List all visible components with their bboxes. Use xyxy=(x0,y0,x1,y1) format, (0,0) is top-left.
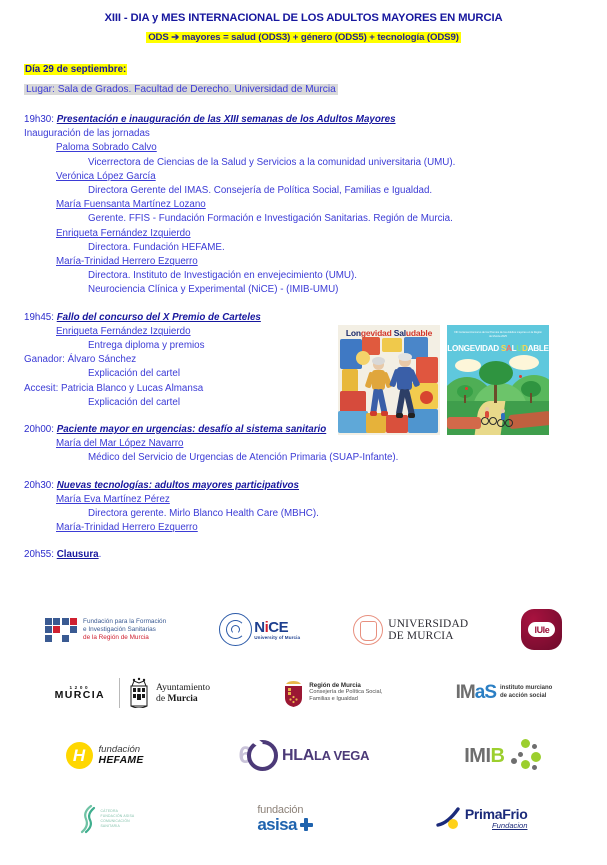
primafrio-text xyxy=(465,807,528,830)
catedra-line3: COMUNICACIÓN xyxy=(100,818,130,823)
molecule-icon xyxy=(507,739,541,773)
hla-ring-icon xyxy=(247,740,278,771)
award-label: Ganador: xyxy=(24,354,65,366)
arrow-icon: ➔ xyxy=(171,32,180,43)
session-title: Nuevas tecnologías: adultos mayores participativos xyxy=(56,479,299,491)
subtitle-prefix: ODS xyxy=(148,32,172,43)
session-time: 20h00: xyxy=(24,424,54,436)
poster-landscape-title: LONGEVIDAD SALUDABLE xyxy=(447,344,549,353)
program-block xyxy=(24,113,597,298)
logo-row-1 xyxy=(0,598,607,661)
poster-collage xyxy=(338,325,440,435)
logo-ffis xyxy=(45,618,167,642)
imas-subtitle xyxy=(500,685,552,700)
award-note: Explicación del cartel xyxy=(88,396,181,408)
person-role: Directora. Instituto de Investigación en envejecimiento (UMU). xyxy=(88,270,357,282)
logo-region-murcia xyxy=(283,679,382,707)
day-row xyxy=(24,59,607,77)
umu-line1: UNIVERSIDAD xyxy=(388,617,469,630)
umu-crest-icon xyxy=(353,615,383,645)
person-role: Vicerrectora de Ciencias de la Salud y Servicios a la comunidad universitaria (UMU). xyxy=(88,156,456,168)
award-winner: Patricia Blanco y Lucas Almansa xyxy=(61,382,204,394)
ayuntamiento-line2: de Murcia xyxy=(156,692,198,704)
ffis-line3: de la Región de Murcia xyxy=(83,633,149,641)
region-murcia-line2: Consejería de Política Social, xyxy=(309,688,383,695)
place-row xyxy=(24,79,607,97)
swoosh-icon xyxy=(436,807,462,831)
poster-collage-title: Longevidad Saludable xyxy=(345,328,433,338)
logo-primafrio xyxy=(436,807,528,831)
person-name: Enriqueta Fernández Izquierdo xyxy=(56,227,191,239)
logo-nice xyxy=(219,613,300,646)
spacer xyxy=(24,300,597,311)
closing-time: 20h55: xyxy=(24,549,54,561)
award-label: Accesit: xyxy=(24,382,59,394)
logo-hefame xyxy=(66,742,144,769)
logo-row-3 xyxy=(0,724,607,787)
logo-imas xyxy=(456,683,553,702)
region-murcia-text xyxy=(309,682,382,704)
award-winner: Álvaro Sánchez xyxy=(67,354,137,366)
person-role: Directora gerente. Mirlo Blanco Health Care (MBHC). xyxy=(88,508,319,520)
person-role: Gerente. FFIS - Fundación Formación e Investigación Sanitarias. Región de Murcia. xyxy=(88,213,453,225)
logo-hla-la-vega xyxy=(239,740,370,771)
murcia1200-word: MURCIA xyxy=(54,688,106,701)
poster-page xyxy=(0,12,607,865)
person-name: María del Mar López Navarro xyxy=(56,438,184,450)
ayuntamiento-crest-icon xyxy=(127,677,151,708)
person-name: María-Trinidad Herrero Ezquerro xyxy=(56,256,198,268)
spiral-icon xyxy=(219,613,252,646)
session-title: Fallo del concurso del X Premio de Carteles xyxy=(56,311,261,323)
ffis-line2: e Investigación Sanitarias xyxy=(83,625,156,633)
region-murcia-line1: Región de Murcia xyxy=(309,681,361,689)
ayuntamiento-line1: Ayuntamiento xyxy=(156,681,211,693)
poster-images xyxy=(338,325,549,435)
person-name: María Fuensanta Martínez Lozano xyxy=(56,199,206,211)
person-name: María-Trinidad Herrero Ezquerro xyxy=(56,522,198,534)
logo-fundacion-asisa xyxy=(257,804,313,834)
imas-sub2: de acción social xyxy=(500,692,547,699)
session-time: 19h30: xyxy=(24,114,54,125)
imas-wordmark: IMaS xyxy=(455,682,496,703)
day-label: Día 29 de septiembre: xyxy=(25,64,127,75)
imib-wordmark: IMIB xyxy=(464,744,505,767)
session-heading xyxy=(24,479,597,493)
hefame-h-icon xyxy=(66,742,93,769)
asisa-text xyxy=(257,804,313,834)
catedra-text xyxy=(100,809,134,829)
region-murcia-line3: Familias e Igualdad xyxy=(309,696,358,703)
catedra-line2: FUNDACIÓN ASISA xyxy=(100,813,135,818)
ayuntamiento-text xyxy=(156,682,210,704)
session-heading xyxy=(24,311,597,325)
person-name: Enriqueta Fernández Izquierdo xyxy=(56,325,191,337)
poster-landscape xyxy=(447,325,549,435)
logo-universidad-murcia xyxy=(353,615,468,645)
catedra-line4: SANITARIA xyxy=(100,823,120,828)
logo-row-4 xyxy=(0,787,607,850)
session-title: Paciente mayor en urgencias: desafío al sistema sanitario xyxy=(56,424,327,436)
person-role: Directora Gerente del IMAS. Consejería de Política Social, Familias e Igualdad. xyxy=(88,185,433,197)
iuie-wordmark: IUIe xyxy=(528,622,555,637)
program-block xyxy=(24,479,597,536)
logo-murcia-1200 xyxy=(55,677,210,708)
award-note: Explicación del cartel xyxy=(88,368,181,380)
person-role: Neurociencia Clínica y Experimental (NiCE) - (IMIB-UMU) xyxy=(88,284,339,296)
catedra-line1: CÁTEDRA xyxy=(100,808,119,813)
hefame-line1: fundación xyxy=(98,743,141,755)
subtitle-rest: mayores = salud (ODS3) + género (ODS5) + tecnología (ODS9) xyxy=(179,32,459,43)
hefame-mark: H xyxy=(72,746,86,765)
logo-imib xyxy=(464,739,541,773)
person-name: María Eva Martínez Pérez xyxy=(56,493,170,505)
logo-catedra-asisa xyxy=(79,804,134,834)
closing-label: Clausura xyxy=(56,549,99,561)
primafrio-line2: Fundacion xyxy=(492,821,528,830)
poster-landscape-toptext: XIII Certamen/concurso de los Premios de los Adultos mayores en la Región de Murcia 2025 xyxy=(454,331,542,338)
umu-text xyxy=(388,618,468,642)
asisa-line2: asisa xyxy=(257,814,297,834)
ffis-icon xyxy=(45,618,78,642)
person-role: Médico del Servicio de Urgencias de Atención Primaria (SUAP-Infante). xyxy=(88,452,399,464)
logo-row-2 xyxy=(0,661,607,724)
spacer xyxy=(24,537,597,548)
logo-iuie xyxy=(521,609,562,650)
person-role: Directora. Fundación HEFAME. xyxy=(88,241,225,253)
murcia1200-number: 1200 xyxy=(69,684,91,690)
subtitle-highlight xyxy=(146,32,461,43)
person-name: Paloma Sobrado Calvo xyxy=(56,142,157,154)
hla-number: 6 xyxy=(238,741,253,769)
nice-subtitle: University of Murcia xyxy=(254,634,301,640)
session-time: 20h30: xyxy=(24,479,54,491)
primafrio-line1: PrimaFrio xyxy=(464,806,528,822)
session-intro: Inauguración de las jornadas xyxy=(24,128,150,140)
closing-dot: . xyxy=(98,549,102,561)
person-name: Verónica López García xyxy=(56,170,156,182)
ffis-text xyxy=(83,618,166,642)
region-murcia-shield-icon xyxy=(283,679,304,707)
imas-sub1: instituto murciano xyxy=(500,685,553,692)
sponsor-logos xyxy=(0,598,607,850)
umu-line2: DE MURCIA xyxy=(388,629,454,642)
spacer xyxy=(24,468,597,479)
asisa-line2-row xyxy=(257,816,313,834)
hla-wordmark: HLALA VEGA xyxy=(282,746,370,764)
cross-icon xyxy=(300,818,313,831)
nice-wordmark: NiCE xyxy=(254,618,289,636)
closing-row xyxy=(24,548,597,562)
hefame-line2: HEFAME xyxy=(98,755,144,767)
ffis-line1: Fundación para la Formación xyxy=(83,617,167,625)
person-role: Entrega diploma y premios xyxy=(88,340,205,352)
divider xyxy=(119,678,120,708)
session-heading xyxy=(24,113,597,127)
hefame-text xyxy=(99,745,144,767)
wave-icon xyxy=(79,804,96,834)
place-label: Lugar: Sala de Grados. Facultad de Derecho. Universidad de Murcia xyxy=(26,84,336,95)
asisa-line1: fundación xyxy=(257,803,304,816)
iuie-badge-icon xyxy=(521,609,562,650)
session-time: 19h45: xyxy=(24,311,54,323)
murcia1200-text xyxy=(55,685,105,701)
page-title: XIII - DIA y MES INTERNACIONAL DE LOS ADULTOS MAYORES EN MURCIA xyxy=(104,12,503,24)
session-title: Presentación e inauguración de las XIII semanas de los Adultos Mayores xyxy=(56,114,396,125)
subtitle-row xyxy=(0,27,607,45)
